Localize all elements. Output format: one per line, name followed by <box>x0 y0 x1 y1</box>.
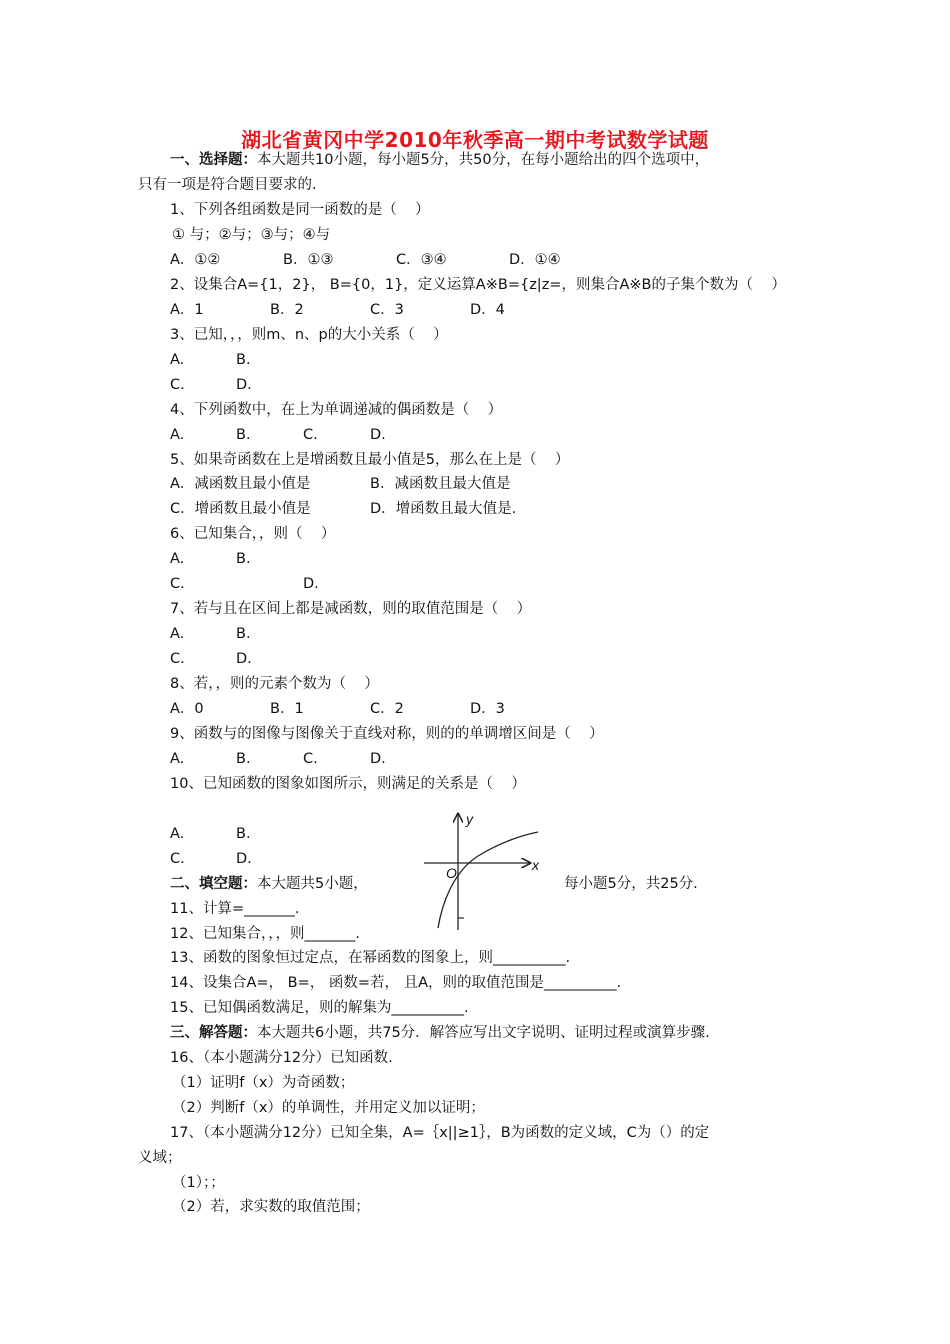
q5-option-a: A．减函数且最小值是 <box>170 476 311 492</box>
section3-intro: 本大题共6小题，共75分．解答应写出文字说明、证明过程或演算步骤. <box>257 1025 710 1041</box>
q4-option-a: A. <box>170 427 185 443</box>
q8-option-d: D．3 <box>470 701 505 717</box>
q9-stem: 9、函数与的图像与图像关于直线对称，则的的单调增区间是（ ） <box>170 726 604 742</box>
q8-option-a: A．0 <box>170 701 204 717</box>
q9-option-d: D. <box>370 751 386 767</box>
q17-part1: （1）；； <box>172 1175 225 1191</box>
q6-option-d: D. <box>303 576 319 592</box>
q14: 14、设集合A=， B=， 函数=若， 且A，则的取值范围是__________. <box>170 975 622 991</box>
q6-option-b: B. <box>236 551 251 567</box>
q3-stem: 3、已知，，，则m、n、p的大小关系（ ） <box>170 327 448 343</box>
q7-option-d: D. <box>236 651 252 667</box>
q2-option-c: C．3 <box>370 302 404 318</box>
q4-stem: 4、下列函数中，在上为单调递减的偶函数是（ ） <box>170 402 503 418</box>
q6-stem: 6、已知集合，，则（ ） <box>170 526 336 542</box>
q2-option-b: B．2 <box>270 302 304 318</box>
q1-stem: 1、下列各组函数是同一函数的是（ ） <box>170 202 430 218</box>
q4-option-b: B. <box>236 427 251 443</box>
q5-option-b: B．减函数且最大值是 <box>370 476 511 492</box>
q6-option-c: C. <box>170 576 185 592</box>
q8-option-c: C．2 <box>370 701 404 717</box>
q2-option-a: A．1 <box>170 302 204 318</box>
q7-option-b: B. <box>236 626 251 642</box>
q16-part1: （1）证明f（x）为奇函数； <box>172 1075 355 1091</box>
q5-option-d: D．增函数且最大值是. <box>370 501 517 517</box>
section2-heading: 二、填空题： <box>170 876 257 892</box>
q7-stem: 7、若与且在区间上都是减函数，则的取值范围是（ ） <box>170 601 532 617</box>
q16-part2: （2）判断f（x）的单调性，并用定义加以证明； <box>172 1100 485 1116</box>
y-axis-label: y <box>466 811 473 827</box>
section3-heading: 三、解答题： <box>170 1025 257 1041</box>
q2-option-d: D．4 <box>470 302 505 318</box>
q3-option-a: A. <box>170 352 185 368</box>
q1-option-d: D．①④ <box>509 252 561 268</box>
x-axis-label: x <box>532 857 539 873</box>
q3-option-b: B. <box>236 352 251 368</box>
q17-part2: （2）若，求实数的取值范围； <box>172 1199 370 1215</box>
origin-label: O <box>446 865 457 881</box>
q15: 15、已知偶函数满足，则的解集为__________. <box>170 1000 469 1016</box>
q17-stem-cont: 义域； <box>138 1150 182 1166</box>
q11: 11、计算=_______. <box>170 901 300 917</box>
q9-option-c: C. <box>303 751 318 767</box>
section3-intro-line <box>170 1023 710 1043</box>
section1-intro: 本大题共10小题，每小题5分，共50分，在每小题给出的四个选项中， <box>257 152 710 168</box>
q7-option-c: C. <box>170 651 185 667</box>
q13: 13、函数的图象恒过定点，在幂函数的图象上，则__________. <box>170 950 571 966</box>
q9-option-a: A. <box>170 751 185 767</box>
q12: 12、已知集合，，，则_______. <box>170 926 360 942</box>
q10-stem: 10、已知函数的图象如图所示，则满足的关系是（ ） <box>170 776 526 792</box>
q10-option-c: C. <box>170 851 185 867</box>
q10-option-a: A. <box>170 826 185 842</box>
q8-stem: 8、若，，则的元素个数为（ ） <box>170 676 379 692</box>
q1-option-b: B．①③ <box>283 252 334 268</box>
section1-heading: 一、选择题： <box>170 152 257 168</box>
q16-stem: 16、（本小题满分12分）已知函数. <box>170 1050 393 1066</box>
q2-stem: 2、设集合A={1，2}， B={0，1}，定义运算A※B={z|z=，则集合A※B的子集个数为（ ） <box>170 277 786 293</box>
q10-option-b: B. <box>236 826 251 842</box>
section2-intro: 本大题共5小题， <box>257 876 368 892</box>
q5-stem: 5、如果奇函数在上是增函数且最小值是5，那么在上是（ ） <box>170 452 570 468</box>
section1-intro-line <box>170 150 709 170</box>
q6-option-a: A. <box>170 551 185 567</box>
q1-option-a: A．①② <box>170 252 221 268</box>
q1-option-c: C．③④ <box>396 252 447 268</box>
section2-intro-tail: 每小题5分，共25分. <box>564 876 698 892</box>
q3-option-d: D. <box>236 377 252 393</box>
q3-option-c: C. <box>170 377 185 393</box>
section2-intro-line <box>170 874 368 894</box>
q9-option-b: B. <box>236 751 251 767</box>
q7-option-a: A. <box>170 626 185 642</box>
q17-stem: 17、（本小题满分12分）已知全集，A=｛x||≥1｝，B为函数的定义域，C为（）的定 <box>170 1125 710 1141</box>
q1-line2: ① 与；②与；③与；④与 <box>172 227 331 243</box>
q4-option-c: C. <box>303 427 318 443</box>
q4-option-d: D. <box>370 427 386 443</box>
exam-title: 湖北省黄冈中学2010年秋季高一期中考试数学试题 <box>241 128 709 152</box>
q10-option-d: D. <box>236 851 252 867</box>
section1-intro-line2: 只有一项是符合题目要求的. <box>138 177 317 193</box>
function-graph <box>418 808 558 933</box>
q5-option-c: C．增函数且最小值是 <box>170 501 311 517</box>
q8-option-b: B．1 <box>270 701 304 717</box>
